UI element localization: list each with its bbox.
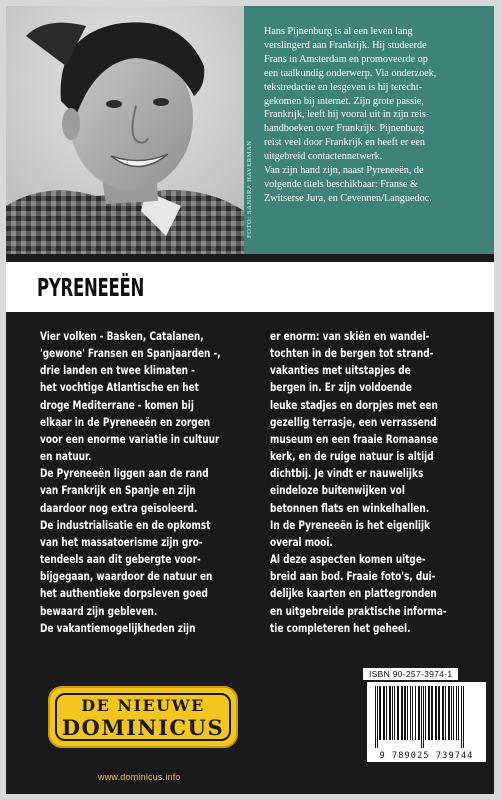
bio-line: Frans in Amsterdam en promoveerde op: [264, 53, 428, 65]
body-line: vakanties met uitstapjes de: [270, 364, 411, 378]
barcode-bar: [412, 686, 413, 740]
bio-line: Van zijn hand zijn, naast Pyreneeën, de: [264, 165, 424, 177]
body-line: tochten in de bergen tot strand-: [270, 347, 434, 361]
body-line: bijgegaan, waardoor de natuur en: [40, 570, 213, 584]
barcode-guard-bar: [463, 686, 464, 748]
barcode-bar: [415, 686, 416, 740]
barcode: [367, 682, 486, 762]
barcode-bar: [442, 686, 444, 740]
body-line: leuke stadjes en dorpjes met een: [270, 398, 438, 412]
barcode-bar: [407, 686, 408, 740]
barcode-bar: [425, 686, 426, 740]
author-portrait-image: [6, 6, 244, 254]
body-line: betonnen flats en winkelhallen.: [270, 501, 430, 515]
author-photo: [6, 6, 244, 254]
body-line: In de Pyreneeën is het eigenlijk: [270, 518, 431, 532]
barcode-bar: [418, 686, 420, 740]
body-line: en uitgebreide praktische informa-: [270, 604, 447, 618]
body-line: droge Mediterrane - komen bij: [40, 398, 194, 412]
body-line: breid aan bod. Fraaie foto's, dui-: [270, 570, 436, 584]
body-line: eindeloze buitenwijken vol: [270, 484, 405, 498]
body-line: Al deze aspecten komen uitge-: [270, 553, 426, 567]
body-line: tie completeren het geheel.: [270, 621, 411, 635]
body-line: De industrialisatie en de opkomst: [40, 518, 211, 532]
body-line: elkaar in de Pyreneeën en zorgen: [40, 415, 211, 429]
body-line: daardoor nog extra geïsoleerd.: [40, 501, 198, 515]
bio-line: uitgebreid contactennetwerk.: [264, 151, 383, 163]
barcode-bars: [367, 682, 486, 748]
body-line: overal mooi.: [270, 535, 333, 549]
body-line: kerk, en de ruige natuur is altijd: [270, 450, 434, 464]
logo-line-2: DOMINICUS: [61, 715, 225, 740]
bio-line: gekomen bij internet. Zijn grote passie,: [264, 95, 424, 107]
barcode-guard-bar: [375, 686, 376, 748]
barcode-bar: [383, 686, 385, 740]
barcode-bar: [394, 686, 395, 740]
title-band: [6, 262, 494, 312]
body-line: drie landen en twee klimaten -: [40, 364, 195, 378]
body-text-left: [40, 328, 266, 637]
body-line: 'gewone' Fransen en Spanjaarden -,: [40, 347, 221, 361]
body-line: bewaard zijn gebleven.: [40, 604, 158, 618]
body-line: van het massatoerisme zijn gro-: [40, 535, 203, 549]
logo-line-1: DE NIEUWE: [81, 696, 205, 715]
barcode-bar: [389, 686, 391, 740]
photo-credit: FOTO: SANDRA HAVERMAN: [246, 140, 253, 238]
body-line: het authentieke dorpsleven goed: [40, 587, 208, 601]
body-line: delijke kaarten en plattegronden: [270, 587, 437, 601]
bio-line: Zwitserse Jura, en Cevennen/Languedoc.: [264, 192, 432, 204]
book-back-cover: [6, 6, 494, 794]
body-line: Vier volken - Basken, Catalanen,: [40, 330, 204, 343]
barcode-guard-bar: [461, 686, 462, 748]
body-line: er enorm: van skiën en wandel-: [270, 330, 430, 343]
body-line: van Frankrijk en Spanje en zijn: [40, 484, 196, 498]
barcode-bar: [435, 686, 437, 740]
barcode-bar: [448, 686, 450, 740]
barcode-bar: [410, 686, 411, 740]
barcode-bar: [397, 686, 399, 740]
barcode-bar: [453, 686, 454, 740]
barcode-bar: [438, 686, 440, 740]
barcode-bar: [401, 686, 403, 740]
barcode-number: 9 789025 739744: [379, 751, 474, 761]
body-line: voor een enorme variatie in cultuur: [40, 432, 220, 446]
barcode-bar: [392, 686, 393, 740]
body-line: gezellig terrasje, een verrassend: [270, 415, 437, 429]
body-line: museum en een fraaie Romaanse: [270, 432, 438, 446]
publisher-logo: [48, 686, 238, 748]
bio-line: reist veel door Frankrijk en heeft er een: [264, 137, 425, 149]
isbn-label: ISBN 90-257-3974-1: [363, 668, 458, 680]
barcode-bar: [404, 686, 406, 740]
barcode-bar: [456, 686, 457, 740]
bio-line: een taalkundig onderwerp. Via onderzoek,: [264, 67, 437, 79]
body-line: De Pyreneeën liggen aan de rand: [40, 467, 209, 481]
bio-line: Frankrijk, leeft hij vooral uit in zijn reis-: [264, 109, 430, 121]
body-line: en natuur.: [40, 450, 92, 464]
bio-line: handboeken over Frankrijk. Pijnenburg: [264, 123, 424, 135]
top-section: [6, 6, 494, 254]
bio-line: tekstredactie en lesgeven is hij terecht-: [264, 81, 423, 93]
barcode-guard-bar: [377, 686, 378, 748]
bio-line: Hans Pijnenburg is al een leven lang: [264, 26, 413, 37]
bio-line: volgende titels beschikbaar: Franse &: [264, 178, 418, 190]
author-bio: [258, 6, 494, 254]
barcode-bar: [451, 686, 452, 740]
barcode-bar: [431, 686, 433, 740]
publisher-website[interactable]: www.dominicus.info: [98, 772, 181, 782]
barcode-bar: [379, 686, 381, 740]
barcode-bar: [428, 686, 430, 740]
barcode-guard-bar: [423, 686, 424, 748]
body-line: De vakantiemogelijkheden zijn: [40, 621, 196, 635]
barcode-bar: [458, 686, 459, 740]
body-text-right: [270, 328, 491, 637]
body-line: tendeels aan dit gebergte voor-: [40, 553, 201, 567]
book-title: PYRENEEËN: [37, 273, 145, 302]
body-line: bergen in. Er zijn voldoende: [270, 381, 412, 395]
bio-line: verslingerd aan Frankrijk. Hij studeerde: [264, 39, 427, 51]
photo-credit-strip: [244, 6, 258, 254]
barcode-bar: [445, 686, 446, 740]
body-line: het vochtige Atlantische en het: [40, 381, 199, 395]
body-line: dichtbij. Je vindt er nauwelijks: [270, 467, 424, 481]
barcode-guard-bar: [421, 686, 422, 748]
barcode-bar: [386, 686, 387, 740]
